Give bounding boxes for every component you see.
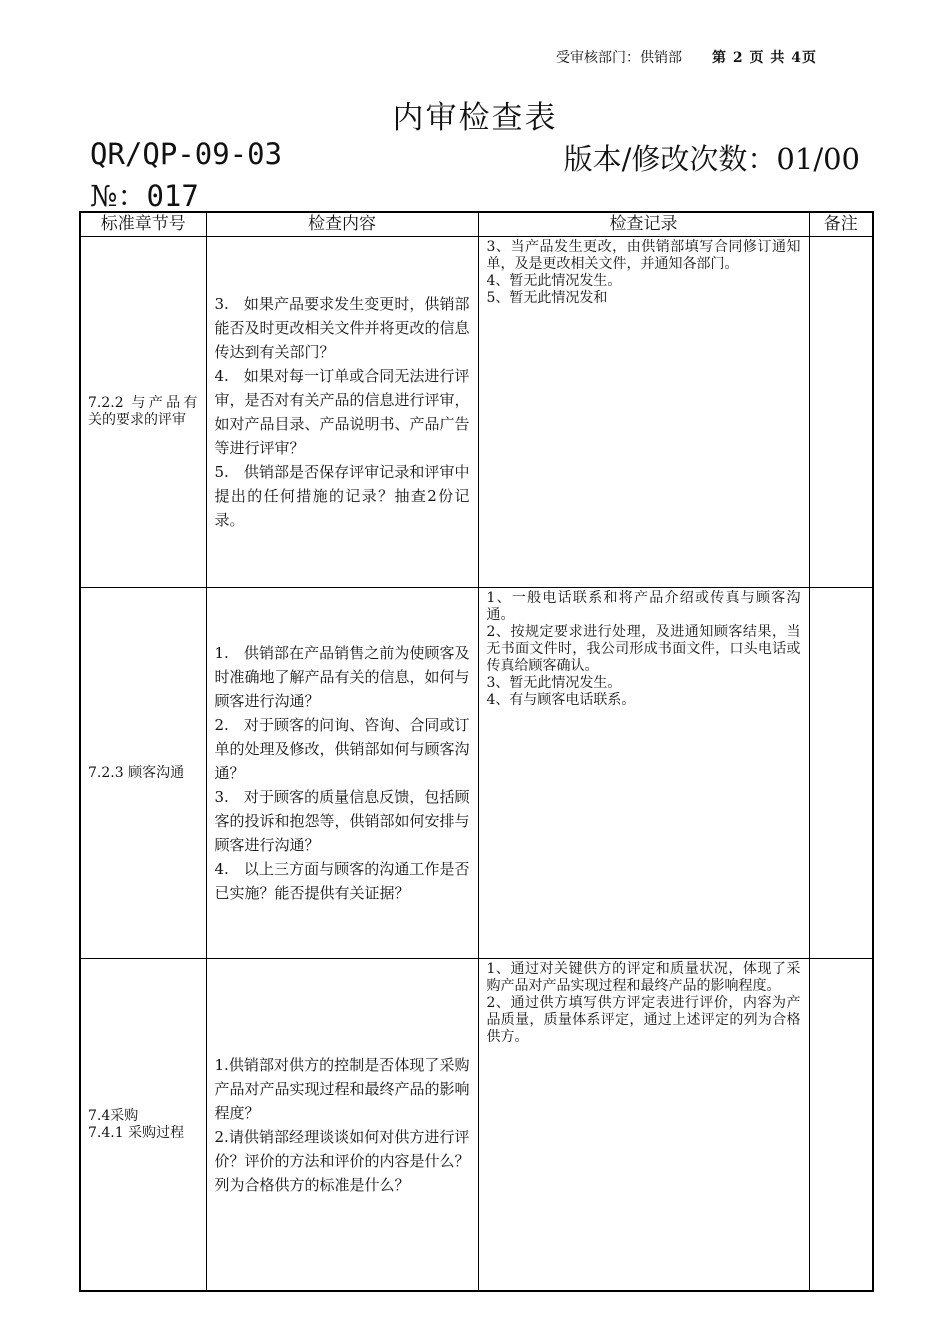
- remark-cell: [809, 237, 873, 588]
- record-item: 4、有与顾客电话联系。: [486, 692, 636, 708]
- record-item: 5、暂无此情况发和: [486, 290, 608, 306]
- clause-text: 7.4采购: [88, 1107, 139, 1124]
- content-cell: [206, 588, 478, 959]
- content-item: 4. 如果对每一订单或合同无法进行评审，是否对有关产品的信息进行评审，如对产品目录、产品说明书、产品广告等进行评审？: [214, 367, 470, 457]
- clause-cell: [80, 959, 206, 1292]
- content-item: 1.供销部对供方的控制是否体现了采购产品对产品实现过程和最终产品的影响程度？: [214, 1055, 470, 1122]
- audit-checklist-table: [79, 211, 874, 1292]
- page-header: [556, 47, 817, 67]
- content-cell: [206, 237, 478, 588]
- clause-cell: [80, 588, 206, 959]
- form-code: QR/QP-09-03: [90, 137, 283, 171]
- number-value: 017: [146, 179, 199, 213]
- header-content: 检查内容: [206, 212, 478, 237]
- table-row: [80, 588, 873, 959]
- content-item: 1. 供销部在产品销售之前为使顾客及时准确地了解产品有关的信息，如何与顾客进行沟通？: [214, 644, 470, 710]
- header-record: 检查记录: [478, 212, 809, 237]
- form-number: [90, 174, 199, 215]
- content-cell: [206, 959, 478, 1292]
- remark-cell: [809, 588, 873, 959]
- content-item: 3. 如果产品要求发生变更时，供销部能否及时更改相关文件并将更改的信息传达到有关部门？: [214, 295, 470, 361]
- record-cell: [478, 588, 809, 959]
- page-number: 第 2 页 共 4页: [712, 50, 817, 66]
- number-label: №：: [90, 179, 147, 213]
- record-cell: [478, 237, 809, 588]
- table-row: [80, 237, 873, 588]
- content-item: 2. 对于顾客的问询、咨询、合同或订单的处理及修改，供销部如何与顾客沟通？: [214, 716, 470, 782]
- record-cell: [478, 959, 809, 1292]
- clause-text: 7.2.2 与产品有关的要求的评审: [88, 395, 198, 428]
- clause-text: 7.2.3 顾客沟通: [88, 764, 185, 781]
- header-remark: 备注: [809, 212, 873, 237]
- version-info: 版本/修改次数：01/00: [563, 142, 860, 176]
- form-info-row: [90, 137, 860, 177]
- document-title: 内审检查表: [392, 100, 558, 136]
- clause-cell: [80, 237, 206, 588]
- content-item: 4. 以上三方面与顾客的沟通工作是否已实施？能否提供有关证据？: [214, 860, 470, 902]
- table-row: [80, 959, 873, 1292]
- record-item: 1、通过对关键供方的评定和质量状况，体现了采购产品对产品实现过程和最终产品的影响程度。: [486, 961, 801, 994]
- record-item: 4、暂无此情况发生。: [486, 273, 622, 289]
- content-item: 2.请供销部经理谈谈如何对供方进行评价？评价的方法和评价的内容是什么？列为合格供方的标准是什么？: [214, 1127, 470, 1194]
- record-item: 2、通过供方填写供方评定表进行评价，内容为产品质量，质量体系评定，通过上述评定的列为合格供方。: [486, 995, 801, 1045]
- clause-text: 7.4.1 采购过程: [88, 1124, 185, 1141]
- content-item: 5. 供销部是否保存评审记录和评审中提出的任何措施的记录？抽查2份记录。: [214, 463, 470, 529]
- record-item: 3、当产品发生更改，由供销部填写合同修订通知单，及是更改相关文件，并通知各部门。: [486, 239, 801, 272]
- record-item: 3、暂无此情况发生。: [486, 675, 622, 691]
- content-item: 3. 对于顾客的质量信息反馈，包括顾客的投诉和抱怨等，供销部如何安排与顾客进行沟通？: [214, 788, 470, 854]
- remark-cell: [809, 959, 873, 1292]
- header-clause: 标准章节号: [80, 212, 206, 237]
- audited-department: 受审核部门：供销部: [556, 50, 682, 66]
- table-header-row: [80, 212, 873, 237]
- record-item: 1、一般电话联系和将产品介绍或传真与顾客沟通。: [486, 590, 801, 623]
- record-item: 2、按规定要求进行处理，及进通知顾客结果，当无书面文件时，我公司形成书面文件，口头电话或传真给顾客确认。: [486, 624, 801, 674]
